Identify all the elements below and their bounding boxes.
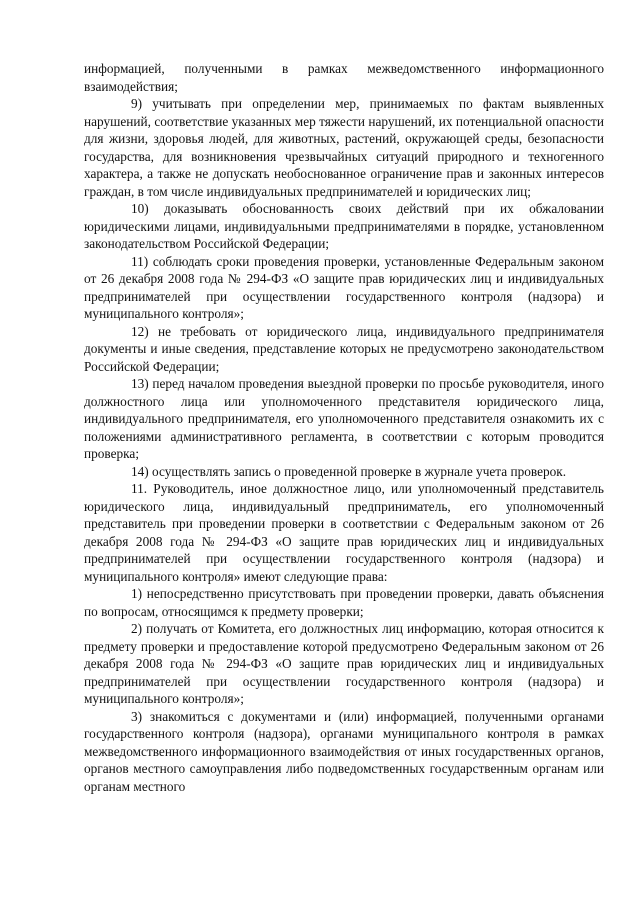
paragraph-item-13: 13) перед началом проведения выездной проверки по просьбе руководителя, иного должностного лица или уполномоченного представителя юридического лица, индивидуального предпринимателя, его уполномоченного представителя ознакомить их с положениями административного регламента, в соответствии с которым проводится проверка; (84, 376, 604, 461)
paragraph-right-3: 3) знакомиться с документами и (или) информацией, полученными органами государственного контроля (надзора), органами муниципального контроля в рамках межведомственного информационного взаимодействия от иных государственных органов, органов местного самоуправления либо подведомственных государственным органам или органам местного (84, 708, 604, 794)
paragraph-item-10: 10) доказывать обоснованность своих действий при их обжаловании юридическими лицами, индивидуальными предпринимателями в порядке, установленном законодательством Российской Федерации; (84, 201, 604, 251)
paragraph-item-12: 12) не требовать от юридического лица, индивидуального предпринимателя документы и иные сведения, представление которых не предусмотрено законодательством Российской Федерации; (84, 323, 604, 374)
paragraph-item-11-deadlines: 11) соблюдать сроки проведения проверки, установленные Федеральным законом от 26 декабря 2008 года № 294-ФЗ «О защите прав юридических лиц и индивидуальных предпринимателей при осуществлении государственного контроля (надзора) и муниципального контроля»; (84, 253, 604, 321)
document-body (84, 60, 604, 795)
paragraph-item-14: 14) осуществлять запись о проведенной проверке в журнале учета проверок. (131, 463, 567, 479)
paragraph-right-2: 2) получать от Комитета, его должностных лиц информацию, которая относится к предмету проверки и предоставление которой предусмотрено Федеральным законом от 26 декабря 2008 года № 294-ФЗ «О защите прав юридических лиц и индивидуальных предпринимателей при осуществлении государственного контроля (надзора) и муниципального контроля»; (84, 621, 604, 706)
paragraph-continuation: информацией, полученными в рамках межведомственного информационного взаимодействия; (84, 61, 604, 94)
paragraph-section-11-rights: 11. Руководитель, иное должностное лицо, или уполномоченный представитель юридического лица, индивидуальный предприниматель, его уполномоченный представитель при проведении проверки в соответствии с Федеральным законом от 26 декабря 2008 года № 294-ФЗ «О защите прав юридических лиц и индивидуальных предпринимателей при осуществлении государственного контроля (надзора) и муниципального контроля» имеют следующие права: (84, 481, 604, 584)
paragraph-item-9: 9) учитывать при определении мер, принимаемых по фактам выявленных нарушений, соответствие указанных мер тяжести нарушений, их потенциальной опасности для жизни, здоровья людей, для животных, растений, окружающей среды, безопасности государства, для возникновения чрезвычайных ситуаций природного и техногенного характера, а также не допускать необоснованное ограничение прав и законных интересов граждан, в том числе индивидуальных предпринимателей и юридических лиц; (84, 96, 604, 199)
paragraph-right-1: 1) непосредственно присутствовать при проведении проверки, давать объяснения по вопросам, относящимся к предмету проверки; (84, 586, 604, 619)
